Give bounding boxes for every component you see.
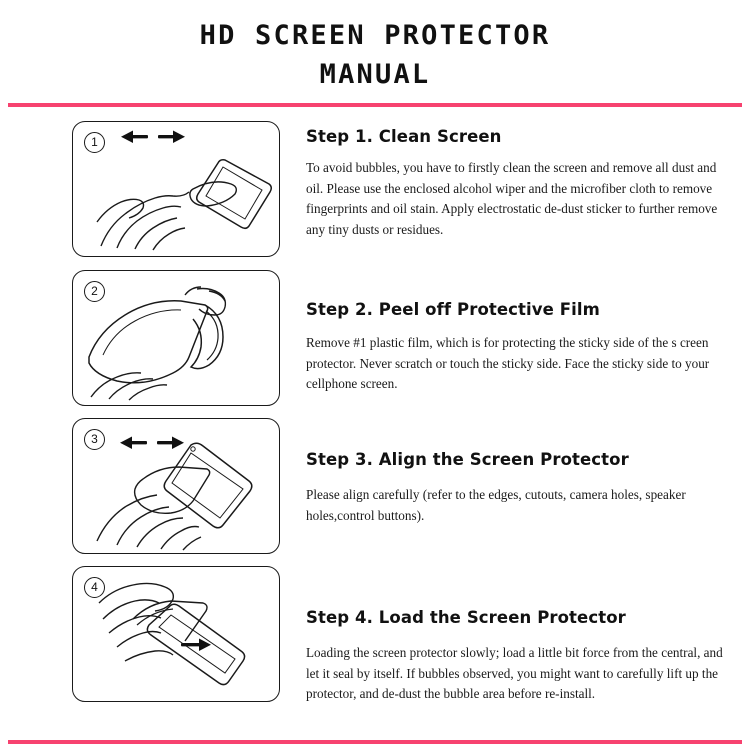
step-3-badge: 3 bbox=[84, 429, 105, 450]
step-item bbox=[10, 270, 740, 406]
page-title-line-2: MANUAL bbox=[319, 59, 431, 91]
step-1-title: Step 1. Clean Screen bbox=[306, 127, 502, 147]
step-item bbox=[10, 566, 740, 704]
arrow-right-icon bbox=[158, 131, 185, 144]
arrow-left-icon bbox=[120, 437, 147, 450]
step-2-title: Step 2. Peel off Protective Film bbox=[306, 300, 600, 320]
page-title-line-1: HD SCREEN PROTECTOR bbox=[199, 20, 551, 51]
step-3-text bbox=[280, 418, 740, 526]
footer-divider bbox=[8, 740, 742, 744]
arrow-left-icon bbox=[121, 131, 148, 144]
document-header bbox=[0, 0, 750, 107]
step-1-figure bbox=[72, 121, 280, 257]
step-item bbox=[10, 121, 740, 257]
step-3-title: Step 3. Align the Screen Protector bbox=[306, 450, 629, 470]
step-3-body: Please align carefully (refer to the edges, cutouts, camera holes, speaker holes,control buttons). bbox=[306, 487, 686, 523]
step-2-badge: 2 bbox=[84, 281, 105, 302]
step-4-badge: 4 bbox=[84, 577, 105, 598]
step-1-text bbox=[280, 121, 740, 240]
step-1-body: To avoid bubbles, you have to firstly clean the screen and remove all dust and oil. Please use the enclosed alcohol wiper and the microfiber cloth to remove fingerprints and oil stain. Apply electrostatic de-dust sticker to further remove any tiny dusts or residues. bbox=[306, 160, 718, 237]
step-2-figure bbox=[72, 270, 280, 406]
step-3-figure bbox=[72, 418, 280, 554]
arrow-right-icon bbox=[157, 437, 184, 450]
step-2-text bbox=[280, 270, 740, 394]
step-item bbox=[10, 418, 740, 554]
step-2-body: Remove #1 plastic film, which is for protecting the sticky side of the s creen protector. Never scratch or touch the sticky side. Face the sticky side to your cellphone screen. bbox=[306, 335, 710, 392]
step-4-title: Step 4. Load the Screen Protector bbox=[306, 608, 626, 628]
step-4-body: Loading the screen protector slowly; load a little bit force from the central, and let it seal by itself. If bubbles observed, you might want to carefully lift up the protector, and de-dust the bubble area before re-install. bbox=[306, 645, 723, 702]
step-4-figure bbox=[72, 566, 280, 702]
step-4-text bbox=[280, 566, 740, 704]
steps-list bbox=[0, 107, 750, 704]
step-1-badge: 1 bbox=[84, 132, 105, 153]
